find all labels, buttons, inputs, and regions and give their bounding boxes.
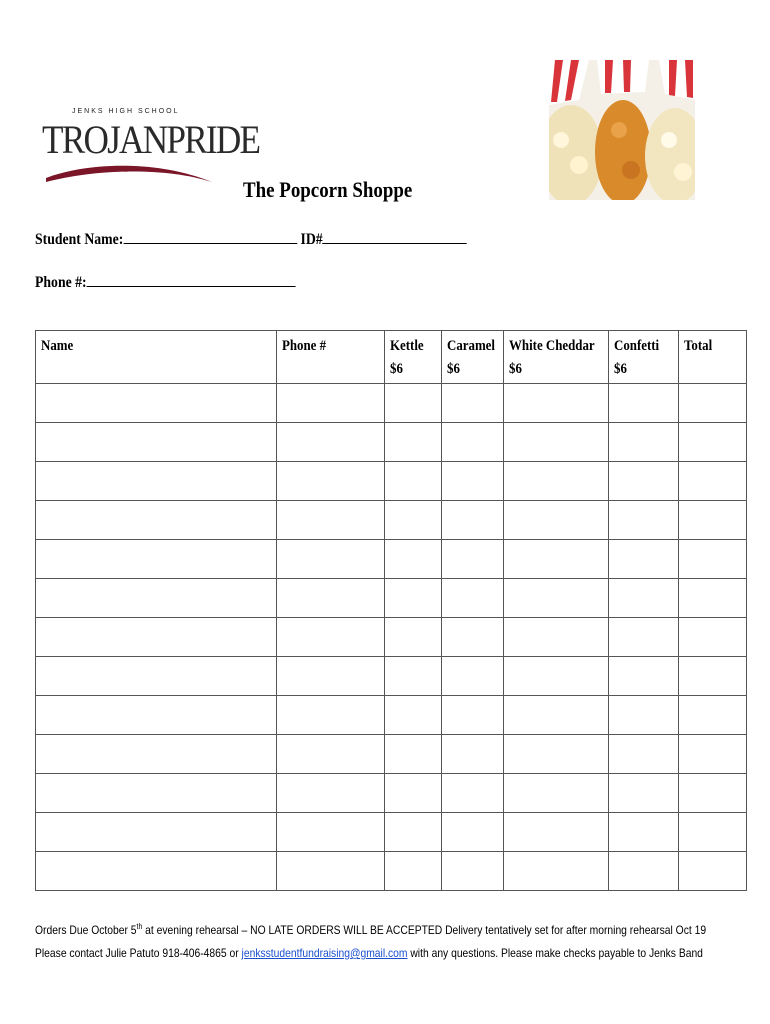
cell-white-cheddar[interactable] — [503, 657, 609, 696]
cell-confetti[interactable] — [609, 384, 679, 423]
student-name-row — [35, 229, 467, 249]
student-name-field[interactable] — [123, 229, 297, 244]
table-row — [36, 657, 747, 696]
cell-confetti[interactable] — [609, 657, 679, 696]
cell-total[interactable] — [679, 462, 747, 501]
cell-kettle[interactable] — [385, 852, 442, 891]
cell-name[interactable] — [36, 384, 277, 423]
cell-caramel[interactable] — [442, 657, 504, 696]
col-header-kettle: Kettle $6 — [385, 331, 442, 384]
table-row — [36, 813, 747, 852]
cell-kettle[interactable] — [385, 774, 442, 813]
cell-phone[interactable] — [277, 852, 385, 891]
cell-kettle[interactable] — [385, 462, 442, 501]
cell-name[interactable] — [36, 540, 277, 579]
cell-white-cheddar[interactable] — [503, 735, 609, 774]
cell-kettle[interactable] — [385, 540, 442, 579]
cell-total[interactable] — [679, 852, 747, 891]
cell-white-cheddar[interactable] — [503, 540, 609, 579]
cell-white-cheddar[interactable] — [503, 462, 609, 501]
cell-confetti[interactable] — [609, 852, 679, 891]
cell-caramel[interactable] — [442, 540, 504, 579]
cell-caramel[interactable] — [442, 774, 504, 813]
cell-white-cheddar[interactable] — [503, 579, 609, 618]
footer-line-2: Please contact Julie Patuto 918-406-4865 or jenksstudentfundraising@gmail.com with any questions. Please make checks payable to Jenks Band — [35, 946, 703, 960]
table-row — [36, 501, 747, 540]
cell-total[interactable] — [679, 774, 747, 813]
footer-line-1: Orders Due October 5th at evening rehearsal – NO LATE ORDERS WILL BE ACCEPTED Delivery tentatively set for after morning rehearsal Oct 19 — [35, 922, 707, 937]
cell-phone[interactable] — [277, 462, 385, 501]
cell-caramel[interactable] — [442, 813, 504, 852]
cell-confetti[interactable] — [609, 696, 679, 735]
cell-total[interactable] — [679, 501, 747, 540]
cell-white-cheddar[interactable] — [503, 423, 609, 462]
cell-name[interactable] — [36, 813, 277, 852]
cell-white-cheddar[interactable] — [503, 696, 609, 735]
col-header-confetti: Confetti $6 — [609, 331, 679, 384]
cell-confetti[interactable] — [609, 579, 679, 618]
cell-caramel[interactable] — [442, 462, 504, 501]
table-row — [36, 696, 747, 735]
popcorn-photo — [549, 60, 695, 200]
cell-phone[interactable] — [277, 384, 385, 423]
phone-field[interactable] — [87, 272, 296, 287]
cell-kettle[interactable] — [385, 735, 442, 774]
cell-phone[interactable] — [277, 501, 385, 540]
cell-phone[interactable] — [277, 540, 385, 579]
cell-name[interactable] — [36, 462, 277, 501]
cell-total[interactable] — [679, 384, 747, 423]
cell-caramel[interactable] — [442, 735, 504, 774]
cell-phone[interactable] — [277, 735, 385, 774]
table-row — [36, 540, 747, 579]
cell-name[interactable] — [36, 852, 277, 891]
col-header-caramel: Caramel $6 — [442, 331, 504, 384]
table-row — [36, 423, 747, 462]
cell-phone[interactable] — [277, 423, 385, 462]
cell-name[interactable] — [36, 423, 277, 462]
table-row — [36, 735, 747, 774]
cell-caramel[interactable] — [442, 384, 504, 423]
col-header-white-cheddar: White Cheddar $6 — [503, 331, 609, 384]
cell-total[interactable] — [679, 579, 747, 618]
table-row — [36, 852, 747, 891]
table-row — [36, 579, 747, 618]
contact-email-link[interactable]: jenksstudentfundraising@gmail.com — [241, 946, 408, 960]
order-table — [35, 330, 747, 891]
cell-name[interactable] — [36, 579, 277, 618]
cell-kettle[interactable] — [385, 423, 442, 462]
logo-swoosh-icon — [42, 156, 217, 186]
cell-name[interactable] — [36, 618, 277, 657]
table-row — [36, 618, 747, 657]
cell-confetti[interactable] — [609, 618, 679, 657]
logo-brand-text: TROJANPRIDE — [42, 117, 260, 162]
cell-confetti[interactable] — [609, 423, 679, 462]
cell-white-cheddar[interactable] — [503, 774, 609, 813]
cell-total[interactable] — [679, 696, 747, 735]
cell-confetti[interactable] — [609, 813, 679, 852]
cell-total[interactable] — [679, 423, 747, 462]
cell-caramel[interactable] — [442, 696, 504, 735]
cell-name[interactable] — [36, 657, 277, 696]
cell-white-cheddar[interactable] — [503, 501, 609, 540]
cell-name[interactable] — [36, 774, 277, 813]
cell-kettle[interactable] — [385, 384, 442, 423]
table-row — [36, 774, 747, 813]
cell-caramel[interactable] — [442, 618, 504, 657]
cell-name[interactable] — [36, 501, 277, 540]
cell-kettle[interactable] — [385, 579, 442, 618]
student-name-label: Student Name: — [35, 231, 124, 248]
cell-caramel[interactable] — [442, 579, 504, 618]
cell-kettle[interactable] — [385, 501, 442, 540]
cell-confetti[interactable] — [609, 774, 679, 813]
trojan-pride-logo — [42, 108, 260, 192]
cell-phone[interactable] — [277, 657, 385, 696]
cell-name[interactable] — [36, 735, 277, 774]
cell-phone[interactable] — [277, 579, 385, 618]
cell-total[interactable] — [679, 735, 747, 774]
cell-white-cheddar[interactable] — [503, 852, 609, 891]
cell-kettle[interactable] — [385, 813, 442, 852]
cell-kettle[interactable] — [385, 696, 442, 735]
cell-white-cheddar[interactable] — [503, 618, 609, 657]
cell-white-cheddar[interactable] — [503, 813, 609, 852]
col-header-total: Total — [679, 331, 747, 384]
cell-caramel[interactable] — [442, 423, 504, 462]
cell-confetti[interactable] — [609, 501, 679, 540]
id-label: ID# — [300, 231, 323, 248]
id-field[interactable] — [323, 229, 467, 244]
cell-confetti[interactable] — [609, 540, 679, 579]
table-row — [36, 384, 747, 423]
cell-phone[interactable] — [277, 774, 385, 813]
col-header-phone: Phone # — [277, 331, 385, 384]
cell-kettle[interactable] — [385, 618, 442, 657]
page-title: The Popcorn Shoppe — [243, 177, 413, 202]
table-row — [36, 462, 747, 501]
cell-total[interactable] — [679, 618, 747, 657]
table-header-row — [36, 331, 747, 384]
cell-white-cheddar[interactable] — [503, 384, 609, 423]
cell-name[interactable] — [36, 696, 277, 735]
cell-phone[interactable] — [277, 696, 385, 735]
phone-row — [35, 272, 296, 292]
cell-total[interactable] — [679, 813, 747, 852]
logo-school-text: JENKS HIGH SCHOOL — [72, 108, 180, 115]
cell-phone[interactable] — [277, 618, 385, 657]
cell-caramel[interactable] — [442, 501, 504, 540]
col-header-name: Name — [36, 331, 277, 384]
cell-phone[interactable] — [277, 813, 385, 852]
phone-label: Phone #: — [35, 274, 87, 291]
cell-caramel[interactable] — [442, 852, 504, 891]
cell-confetti[interactable] — [609, 462, 679, 501]
cell-confetti[interactable] — [609, 735, 679, 774]
cell-kettle[interactable] — [385, 657, 442, 696]
cell-total[interactable] — [679, 657, 747, 696]
cell-total[interactable] — [679, 540, 747, 579]
